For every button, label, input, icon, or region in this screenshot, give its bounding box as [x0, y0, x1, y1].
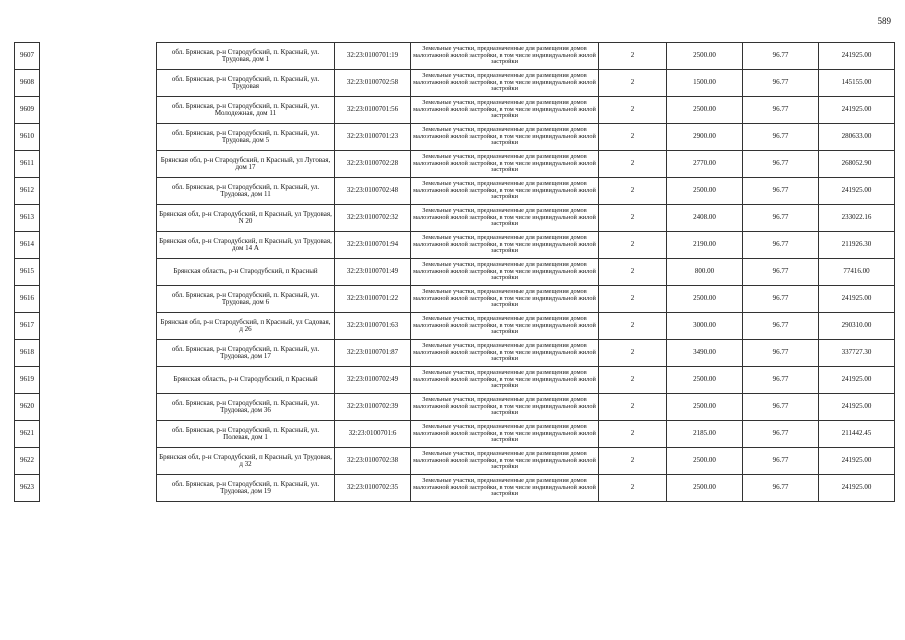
row-number: 9623 — [15, 475, 40, 502]
row-number-row — [15, 340, 40, 367]
cadastral-value-cell: 280633.00 — [819, 124, 895, 151]
address-cell: обл. Брянская, р-н Стародубский, п. Красный, ул. Трудовая, дом 6 — [157, 286, 335, 313]
table-row — [157, 367, 895, 394]
land-use-cell: Земельные участки, предназначенные для размещения домов малоэтажной жилой застройки, в том числе индивидуальной жилой застройки — [411, 340, 599, 367]
row-number: 9621 — [15, 421, 40, 448]
cadastral-number-cell: 32:23:0100701:56 — [335, 97, 411, 124]
area-cell: 2500.00 — [667, 394, 743, 421]
rate-cell: 96.77 — [743, 151, 819, 178]
cadastral-number-cell: 32:23:0100702:58 — [335, 70, 411, 97]
cadastral-number-cell: 32:23:0100702:28 — [335, 151, 411, 178]
category-cell: 2 — [599, 43, 667, 70]
category-cell: 2 — [599, 475, 667, 502]
row-number-row — [15, 178, 40, 205]
rate-cell: 96.77 — [743, 205, 819, 232]
row-number-row — [15, 313, 40, 340]
row-number-row — [15, 97, 40, 124]
rate-cell: 96.77 — [743, 70, 819, 97]
cadastral-number-cell: 32:23:0100702:35 — [335, 475, 411, 502]
row-number: 9608 — [15, 70, 40, 97]
cadastral-number-cell: 32:23:0100702:32 — [335, 205, 411, 232]
cadastral-value-cell: 290310.00 — [819, 313, 895, 340]
cadastral-value-cell: 77416.00 — [819, 259, 895, 286]
table-row — [157, 205, 895, 232]
land-use-cell: Земельные участки, предназначенные для размещения домов малоэтажной жилой застройки, в том числе индивидуальной жилой застройки — [411, 259, 599, 286]
address-cell: обл. Брянская, р-н Стародубский, п. Красный, ул. Трудовая, дом 19 — [157, 475, 335, 502]
land-use-cell: Земельные участки, предназначенные для размещения домов малоэтажной жилой застройки, в том числе индивидуальной жилой застройки — [411, 205, 599, 232]
area-cell: 1500.00 — [667, 70, 743, 97]
row-number: 9616 — [15, 286, 40, 313]
row-number-row — [15, 151, 40, 178]
rate-cell: 96.77 — [743, 286, 819, 313]
cadastral-number-cell: 32:23:0100701:6 — [335, 421, 411, 448]
row-number: 9613 — [15, 205, 40, 232]
table-row — [157, 70, 895, 97]
address-cell: обл. Брянская, р-н Стародубский, п. Красный, ул. Трудовая, дом 36 — [157, 394, 335, 421]
rate-cell: 96.77 — [743, 448, 819, 475]
address-cell: обл. Брянская, р-н Стародубский, п. Красный, ул. Трудовая, дом 5 — [157, 124, 335, 151]
area-cell: 2500.00 — [667, 43, 743, 70]
address-cell: обл. Брянская, р-н Стародубский, п. Красный, ул. Трудовая — [157, 70, 335, 97]
row-number-row — [15, 475, 40, 502]
area-cell: 2408.00 — [667, 205, 743, 232]
cadastral-number-cell: 32:23:0100702:48 — [335, 178, 411, 205]
category-cell: 2 — [599, 70, 667, 97]
row-number-row — [15, 286, 40, 313]
category-cell: 2 — [599, 232, 667, 259]
category-cell: 2 — [599, 205, 667, 232]
area-cell: 2500.00 — [667, 475, 743, 502]
area-cell: 3490.00 — [667, 340, 743, 367]
rate-cell: 96.77 — [743, 475, 819, 502]
table-row — [157, 394, 895, 421]
cadastral-value-cell: 241925.00 — [819, 286, 895, 313]
cadastral-value-cell: 211926.30 — [819, 232, 895, 259]
row-number: 9620 — [15, 394, 40, 421]
cadastral-value-cell: 268052.90 — [819, 151, 895, 178]
rate-cell: 96.77 — [743, 394, 819, 421]
category-cell: 2 — [599, 421, 667, 448]
row-number-row — [15, 43, 40, 70]
cadastral-value-cell: 241925.00 — [819, 97, 895, 124]
table-row — [157, 124, 895, 151]
rate-cell: 96.77 — [743, 43, 819, 70]
land-use-cell: Земельные участки, предназначенные для размещения домов малоэтажной жилой застройки, в том числе индивидуальной жилой застройки — [411, 367, 599, 394]
row-number: 9609 — [15, 97, 40, 124]
cadastral-value-cell: 241925.00 — [819, 448, 895, 475]
address-cell: обл. Брянская, р-н Стародубский, п. Красный, ул. Полевая, дом 1 — [157, 421, 335, 448]
row-number: 9615 — [15, 259, 40, 286]
cadastral-value-cell: 233022.16 — [819, 205, 895, 232]
rate-cell: 96.77 — [743, 97, 819, 124]
cadastral-number-cell: 32:23:0100702:39 — [335, 394, 411, 421]
address-cell: обл. Брянская, р-н Стародубский, п. Красный, ул. Трудовая, дом 1 — [157, 43, 335, 70]
area-cell: 2190.00 — [667, 232, 743, 259]
table-row — [157, 286, 895, 313]
table-row — [157, 178, 895, 205]
cadastral-number-cell: 32:23:0100702:38 — [335, 448, 411, 475]
rate-cell: 96.77 — [743, 232, 819, 259]
category-cell: 2 — [599, 259, 667, 286]
table-row — [157, 340, 895, 367]
table-row — [157, 475, 895, 502]
row-number-row — [15, 448, 40, 475]
category-cell: 2 — [599, 313, 667, 340]
land-parcels-table — [156, 42, 895, 502]
table-row — [157, 43, 895, 70]
category-cell: 2 — [599, 178, 667, 205]
category-cell: 2 — [599, 367, 667, 394]
rate-cell: 96.77 — [743, 313, 819, 340]
area-cell: 2900.00 — [667, 124, 743, 151]
row-number-row — [15, 421, 40, 448]
land-use-cell: Земельные участки, предназначенные для размещения домов малоэтажной жилой застройки, в том числе индивидуальной жилой застройки — [411, 313, 599, 340]
address-cell: Брянская обл, р-н Стародубский, п Красный, ул Трудовая, дом 14 А — [157, 232, 335, 259]
area-cell: 2500.00 — [667, 286, 743, 313]
row-number: 9619 — [15, 367, 40, 394]
land-use-cell: Земельные участки, предназначенные для размещения домов малоэтажной жилой застройки, в том числе индивидуальной жилой застройки — [411, 124, 599, 151]
rate-cell: 96.77 — [743, 259, 819, 286]
rate-cell: 96.77 — [743, 421, 819, 448]
category-cell: 2 — [599, 286, 667, 313]
rate-cell: 96.77 — [743, 178, 819, 205]
address-cell: Брянская область, р-н Стародубский, п Красный — [157, 259, 335, 286]
row-number-row — [15, 259, 40, 286]
table-row — [157, 97, 895, 124]
page-number: 589 — [877, 16, 891, 26]
cadastral-number-cell: 32:23:0100701:94 — [335, 232, 411, 259]
cadastral-value-cell: 241925.00 — [819, 43, 895, 70]
row-number: 9614 — [15, 232, 40, 259]
row-number: 9611 — [15, 151, 40, 178]
row-number: 9622 — [15, 448, 40, 475]
row-number-row — [15, 205, 40, 232]
land-use-cell: Земельные участки, предназначенные для размещения домов малоэтажной жилой застройки, в том числе индивидуальной жилой застройки — [411, 178, 599, 205]
row-number-column — [14, 42, 40, 502]
address-cell: Брянская обл, р-н Стародубский, п Красный, ул Луговая, дом 17 — [157, 151, 335, 178]
category-cell: 2 — [599, 124, 667, 151]
land-use-cell: Земельные участки, предназначенные для размещения домов малоэтажной жилой застройки, в том числе индивидуальной жилой застройки — [411, 475, 599, 502]
row-number: 9618 — [15, 340, 40, 367]
cadastral-number-cell: 32:23:0100701:23 — [335, 124, 411, 151]
area-cell: 2500.00 — [667, 448, 743, 475]
cadastral-number-cell: 32:23:0100702:49 — [335, 367, 411, 394]
row-number: 9610 — [15, 124, 40, 151]
address-cell: обл. Брянская, р-н Стародубский, п. Красный, ул. Трудовая, дом 17 — [157, 340, 335, 367]
row-number-row — [15, 124, 40, 151]
land-use-cell: Земельные участки, предназначенные для размещения домов малоэтажной жилой застройки, в том числе индивидуальной жилой застройки — [411, 43, 599, 70]
rate-cell: 96.77 — [743, 340, 819, 367]
table-row — [157, 232, 895, 259]
cadastral-value-cell: 211442.45 — [819, 421, 895, 448]
category-cell: 2 — [599, 394, 667, 421]
cadastral-number-cell: 32:23:0100701:63 — [335, 313, 411, 340]
category-cell: 2 — [599, 97, 667, 124]
cadastral-value-cell: 337727.30 — [819, 340, 895, 367]
cadastral-value-cell: 241925.00 — [819, 394, 895, 421]
row-number-row — [15, 394, 40, 421]
category-cell: 2 — [599, 448, 667, 475]
cadastral-number-cell: 32:23:0100701:19 — [335, 43, 411, 70]
row-number-row — [15, 70, 40, 97]
row-number-row — [15, 367, 40, 394]
land-use-cell: Земельные участки, предназначенные для размещения домов малоэтажной жилой застройки, в том числе индивидуальной жилой застройки — [411, 448, 599, 475]
land-use-cell: Земельные участки, предназначенные для размещения домов малоэтажной жилой застройки, в том числе индивидуальной жилой застройки — [411, 394, 599, 421]
area-cell: 2500.00 — [667, 97, 743, 124]
table-row — [157, 448, 895, 475]
rate-cell: 96.77 — [743, 124, 819, 151]
cadastral-value-cell: 241925.00 — [819, 178, 895, 205]
row-number: 9607 — [15, 43, 40, 70]
land-use-cell: Земельные участки, предназначенные для размещения домов малоэтажной жилой застройки, в том числе индивидуальной жилой застройки — [411, 232, 599, 259]
address-cell: обл. Брянская, р-н Стародубский, п. Красный, ул. Трудовая, дом 11 — [157, 178, 335, 205]
row-number: 9612 — [15, 178, 40, 205]
area-cell: 2500.00 — [667, 367, 743, 394]
land-use-cell: Земельные участки, предназначенные для размещения домов малоэтажной жилой застройки, в том числе индивидуальной жилой застройки — [411, 151, 599, 178]
area-cell: 800.00 — [667, 259, 743, 286]
area-cell: 2500.00 — [667, 178, 743, 205]
cadastral-value-cell: 241925.00 — [819, 475, 895, 502]
table-row — [157, 259, 895, 286]
area-cell: 2770.00 — [667, 151, 743, 178]
row-number: 9617 — [15, 313, 40, 340]
address-cell: Брянская область, р-н Стародубский, п Красный — [157, 367, 335, 394]
cadastral-value-cell: 241925.00 — [819, 367, 895, 394]
cadastral-number-cell: 32:23:0100701:22 — [335, 286, 411, 313]
category-cell: 2 — [599, 340, 667, 367]
area-cell: 3000.00 — [667, 313, 743, 340]
row-number-row — [15, 232, 40, 259]
rate-cell: 96.77 — [743, 367, 819, 394]
area-cell: 2185.00 — [667, 421, 743, 448]
land-use-cell: Земельные участки, предназначенные для размещения домов малоэтажной жилой застройки, в том числе индивидуальной жилой застройки — [411, 421, 599, 448]
table-row — [157, 313, 895, 340]
table-row — [157, 421, 895, 448]
address-cell: Брянская обл, р-н Стародубский, п Красный, ул Трудовая, д 32 — [157, 448, 335, 475]
address-cell: обл. Брянская, р-н Стародубский, п. Красный, ул. Молодежная, дом 11 — [157, 97, 335, 124]
land-use-cell: Земельные участки, предназначенные для размещения домов малоэтажной жилой застройки, в том числе индивидуальной жилой застройки — [411, 286, 599, 313]
land-use-cell: Земельные участки, предназначенные для размещения домов малоэтажной жилой застройки, в том числе индивидуальной жилой застройки — [411, 70, 599, 97]
cadastral-number-cell: 32:23:0100701:49 — [335, 259, 411, 286]
cadastral-value-cell: 145155.00 — [819, 70, 895, 97]
address-cell: Брянская обл, р-н Стародубский, п Красный, ул Трудовая, N 20 — [157, 205, 335, 232]
address-cell: Брянская обл, р-н Стародубский, п Красный, ул Садовая, д 26 — [157, 313, 335, 340]
cadastral-number-cell: 32:23:0100701:87 — [335, 340, 411, 367]
category-cell: 2 — [599, 151, 667, 178]
land-use-cell: Земельные участки, предназначенные для размещения домов малоэтажной жилой застройки, в том числе индивидуальной жилой застройки — [411, 97, 599, 124]
table-row — [157, 151, 895, 178]
